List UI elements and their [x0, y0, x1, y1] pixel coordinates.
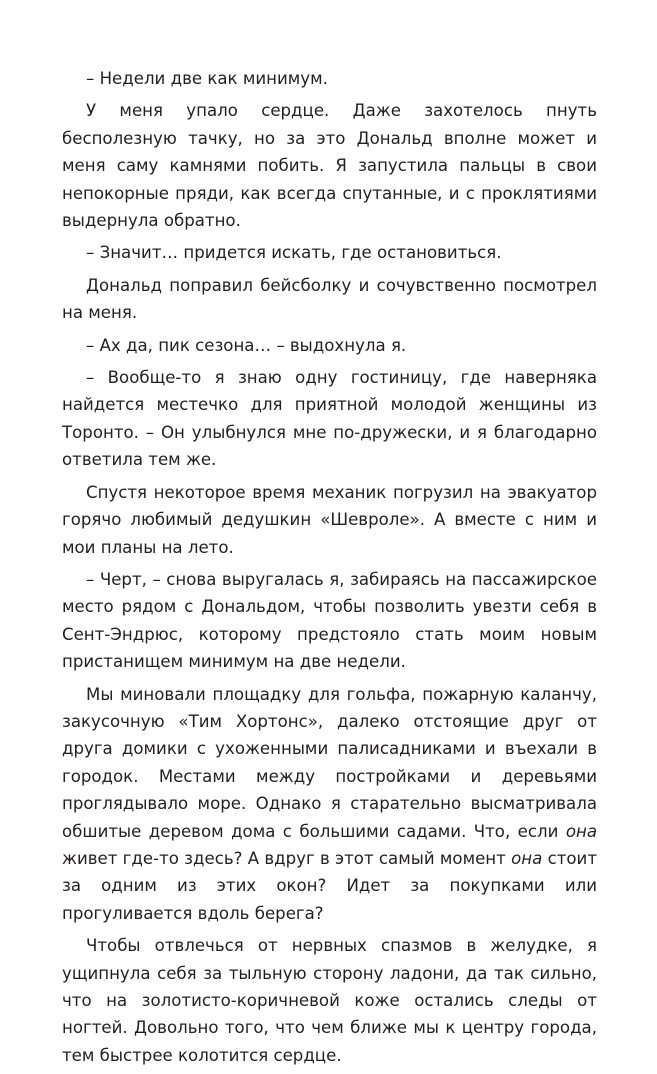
text-run: – Черт, – снова выругалась я, забираясь на пассажирское место рядом с Дональдом, чтобы позволить увезти себя в Сент-Эндрюс, которому предстояло стать моим новым пристанищем минимум на две недели. [62, 569, 597, 672]
paragraph [62, 932, 597, 1069]
text-run: Спустя некоторое время механик погрузил на эвакуатор горячо любимый дедушкин «Шевроле». А вместе с ним и мои планы на лето. [62, 482, 597, 557]
text-run: стоит за одним из этих окон? Идет за покупками или прогуливается вдоль берега? [62, 848, 597, 923]
paragraph [62, 566, 597, 676]
text-run: Чтобы отвлечься от нервных спазмов в желудке, я ущипнула себя за тыльную сторону ладони, да так сильно, что на золотисто-коричневой коже остались следы от ногтей. Довольно того, что чем ближе мы к центру города, тем быстрее колотится сердце. [62, 936, 597, 1065]
text-run: живет где-то здесь? А вдруг в этот самый момент [62, 848, 512, 868]
paragraph [62, 65, 597, 92]
text-run: Дональд поправил бейсболку и сочувственно посмотрел на меня. [62, 275, 597, 323]
book-page [62, 65, 597, 1074]
paragraph [62, 364, 597, 474]
italic-run: она [511, 848, 543, 868]
text-run: – Недели две как минимум. [86, 69, 328, 88]
paragraph [62, 479, 597, 561]
text-run: У меня упало сердце. Даже захотелось пнуть бесполезную тачку, но за это Дональд вполне может и меня саму камнями побить. Я запустила пальцы в свои непокорные пряди, как всегда спутанные, и с проклятиями выдернула обратно. [62, 101, 597, 231]
text-run: Мы миновали площадку для гольфа, пожарную каланчу, закусочную «Тим Хортонс», далеко отстоящие друг от друга домики с ухоженными палисадниками и въехали в городок. Местами между постройками и деревьями проглядывало море. Однако я старательно высматривала обшитые деревом дома с большими садами. Что, если [62, 684, 597, 841]
paragraph [62, 681, 597, 928]
paragraph [62, 332, 597, 359]
italic-run: она [565, 821, 597, 841]
paragraph [62, 272, 597, 327]
text-run: – Значит… придется искать, где остановиться. [86, 243, 502, 263]
paragraph [62, 97, 597, 234]
text-run: – Ах да, пик сезона… – выдохнула я. [86, 335, 407, 355]
text-run: – Вообще-то я знаю одну гостиницу, где наверняка найдется местечко для приятной молодой женщины из Торонто. – Он улыбнулся мне по-дружески, и я благодарно ответила тем же. [62, 368, 597, 470]
paragraph [62, 239, 597, 266]
